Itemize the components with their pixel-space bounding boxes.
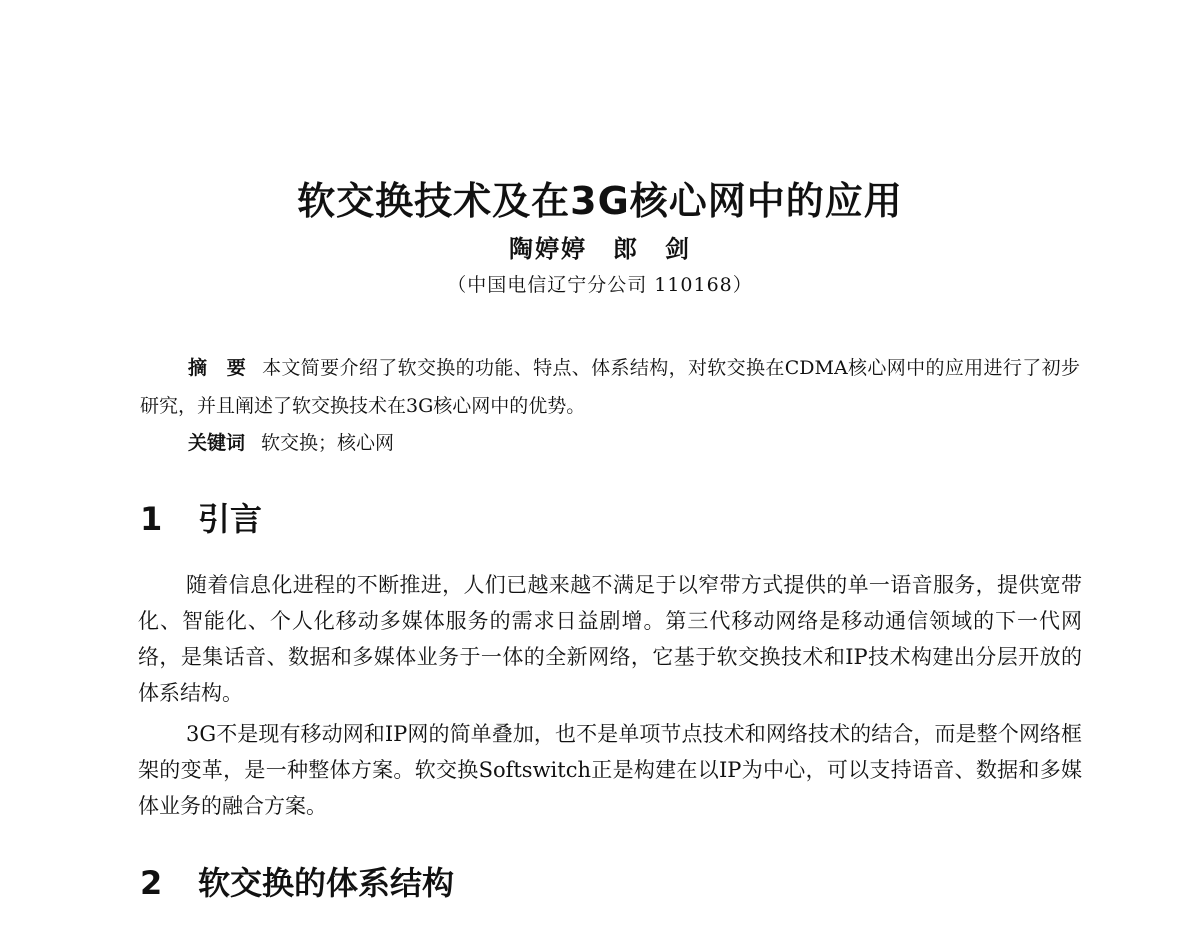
keywords-label: 关键词 — [188, 432, 246, 454]
keywords-text: 软交换；核心网 — [261, 432, 395, 454]
body-paragraph: 3G不是现有移动网和IP网的简单叠加，也不是单项节点技术和网络技术的结合，而是整个网络框架的变革，是一种整体方案。软交换Softswitch正是构建在以IP为中心，可以支持语音、数据和多媒体业务的融合方案。 — [138, 722, 1082, 818]
keywords-block — [188, 425, 1078, 461]
abstract-label: 摘 要 — [188, 357, 247, 379]
section-title: 软交换的体系结构 — [198, 864, 455, 902]
section-heading-2 — [140, 858, 454, 904]
paper-title: 软交换技术及在3G核心网中的应用 — [297, 179, 903, 223]
section-title: 引言 — [198, 500, 263, 538]
section-heading-1 — [140, 494, 262, 540]
section-number: 1 — [140, 500, 163, 538]
body-paragraph: 随着信息化进程的不断推进，人们已越来越不满足于以窄带方式提供的单一语音服务，提供宽带化、智能化、个人化移动多媒体服务的需求日益剧增。第三代移动网络是移动通信领域的下一代网络，是集话音、数据和多媒体业务于一体的全新网络，它基于软交换技术和IP技术构建出分层开放的体系结构。 — [138, 573, 1082, 705]
paper-authors: 陶婷婷 郎 剑 — [509, 235, 691, 263]
section-number: 2 — [140, 864, 163, 902]
author-affiliation: （中国电信辽宁分公司 110168） — [447, 274, 753, 296]
abstract-text: 本文简要介绍了软交换的功能、特点、体系结构，对软交换在CDMA核心网中的应用进行了初步研究，并且阐述了软交换技术在3G核心网中的优势。 — [140, 357, 1080, 417]
abstract-block — [140, 349, 1080, 425]
